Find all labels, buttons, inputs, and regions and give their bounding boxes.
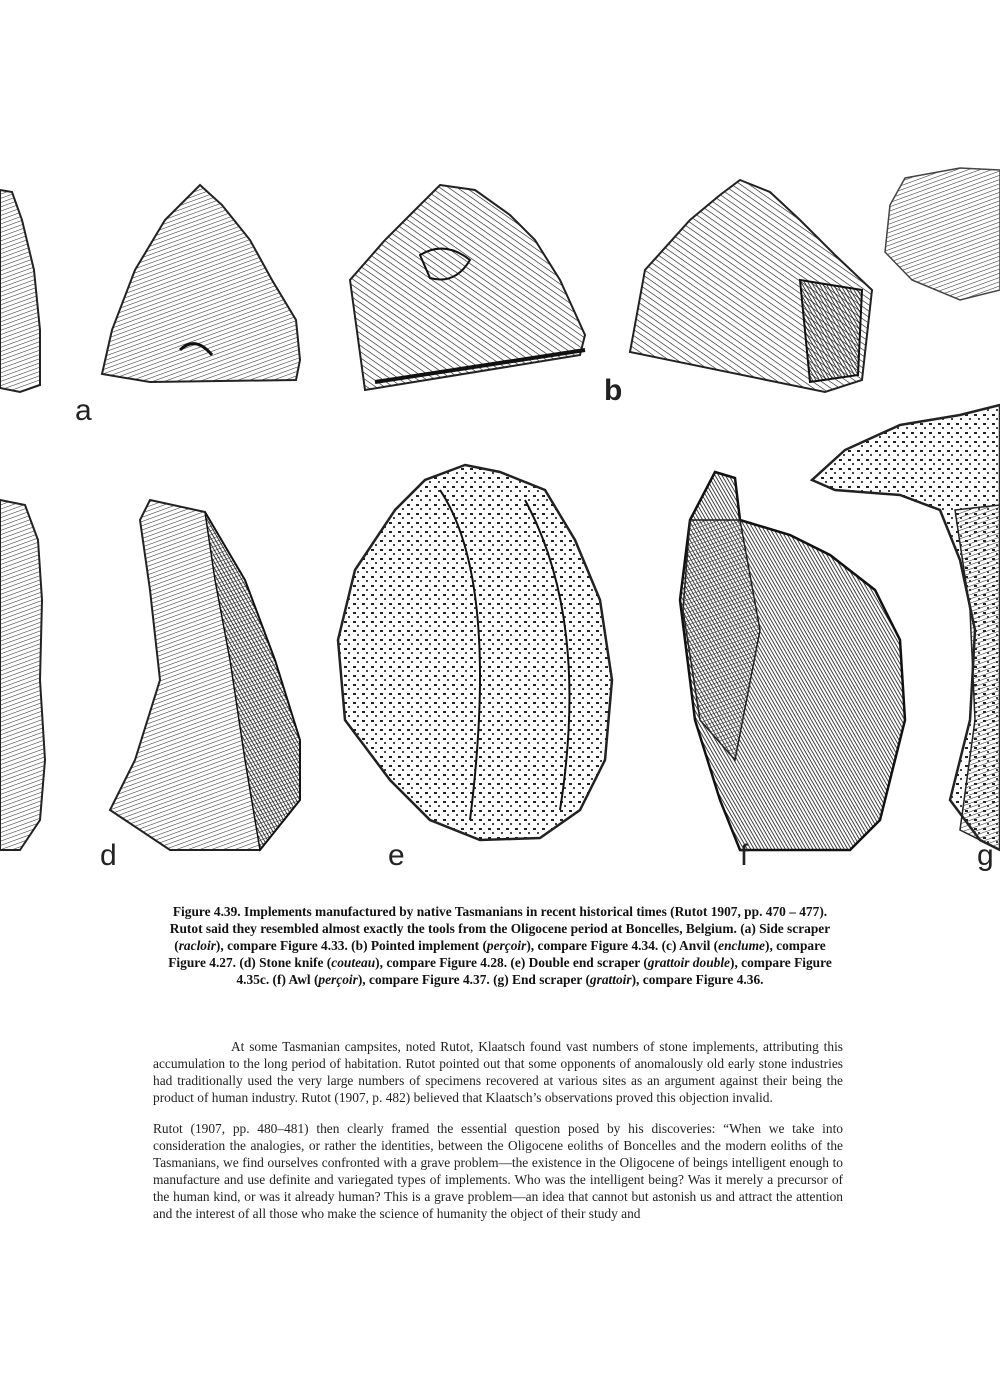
caption-text: ), compare Figure 4.34. (c) Anvil ( [526,938,719,953]
label-d: d [100,839,117,872]
implement-a-right [102,185,300,382]
implement-f [680,472,905,850]
caption-term: couteau [331,955,376,970]
implement-e [338,465,612,840]
caption-text: ), compare Figure 4.36. [631,972,764,987]
figure-caption [160,903,840,988]
paragraph: Rutot (1907, pp. 480–481) then clearly framed the essential question posed by his discoveries: “When we take into consideration the analogies, or rather the identities, between the Oligocene eoliths of Boncelles and the modern eoliths of the Tasmanians, we find ourselves confronted with a grave problem—the existence in the Oligocene of beings intelligent enough to manufacture and use definite and variegated types of implements. Who was the intelligent being? Was it merely a precursor of the human kind, or was it already human? This is a grave problem—an idea that cannot but astonish us and attract the attention and the interest of all those who make the science of humanity the object of their study and [153,1121,843,1221]
body-text [153,1038,843,1222]
caption-text: ), compare Figure 4.28. (e) Double end scraper ( [375,955,648,970]
implement-d-left [0,500,45,850]
caption-text: ), compare Figure 4.35c. (f) Awl ( [236,955,832,987]
label-e: e [388,839,405,872]
caption-text: ), compare Figure 4.37. (g) End scraper ( [357,972,590,987]
caption-term: grattoir [589,972,632,987]
implement-a-left [0,190,40,392]
caption-text: ), compare Figure 4.33. (b) Pointed implement ( [215,938,487,953]
stone-implements-figure [0,160,1000,875]
label-b: b [604,374,623,407]
label-f: f [740,839,749,872]
implement-d-right [110,500,300,850]
paragraph: At some Tasmanian campsites, noted Rutot, Klaatsch found vast numbers of stone implements, attributing this accumulation to the long period of habitation. Rutot pointed out that some opponents of anomalously old early stone industries had traditionally used the very large numbers of specimens recovered at various sites as an argument against their being the product of human industry. Rutot (1907, p. 482) believed that Klaatsch’s observations proved this objection invalid. [153,1039,843,1105]
caption-text: Figure 4.39. Implements manufactured by native Tasmanians in recent historical times (Rutot 1907, pp. 470 – 477). Rutot said they resembled almost exactly the tools from the Oligocene period at Boncelles, Belgium. (a) Side scraper ( [169,904,831,953]
caption-term: enclume [718,938,765,953]
caption-term: racloir [178,938,216,953]
label-g: g [977,839,994,872]
label-a: a [75,394,92,427]
implement-b-left [350,185,585,390]
implement-b-right [630,180,872,392]
caption-term: perçoir [318,972,358,987]
caption-text: ), compare Figure 4.27. (d) Stone knife ( [168,938,826,970]
caption-term: perçoir [486,938,527,953]
implement-c-partial [885,168,1000,300]
caption-term: grattoir double [647,955,730,970]
